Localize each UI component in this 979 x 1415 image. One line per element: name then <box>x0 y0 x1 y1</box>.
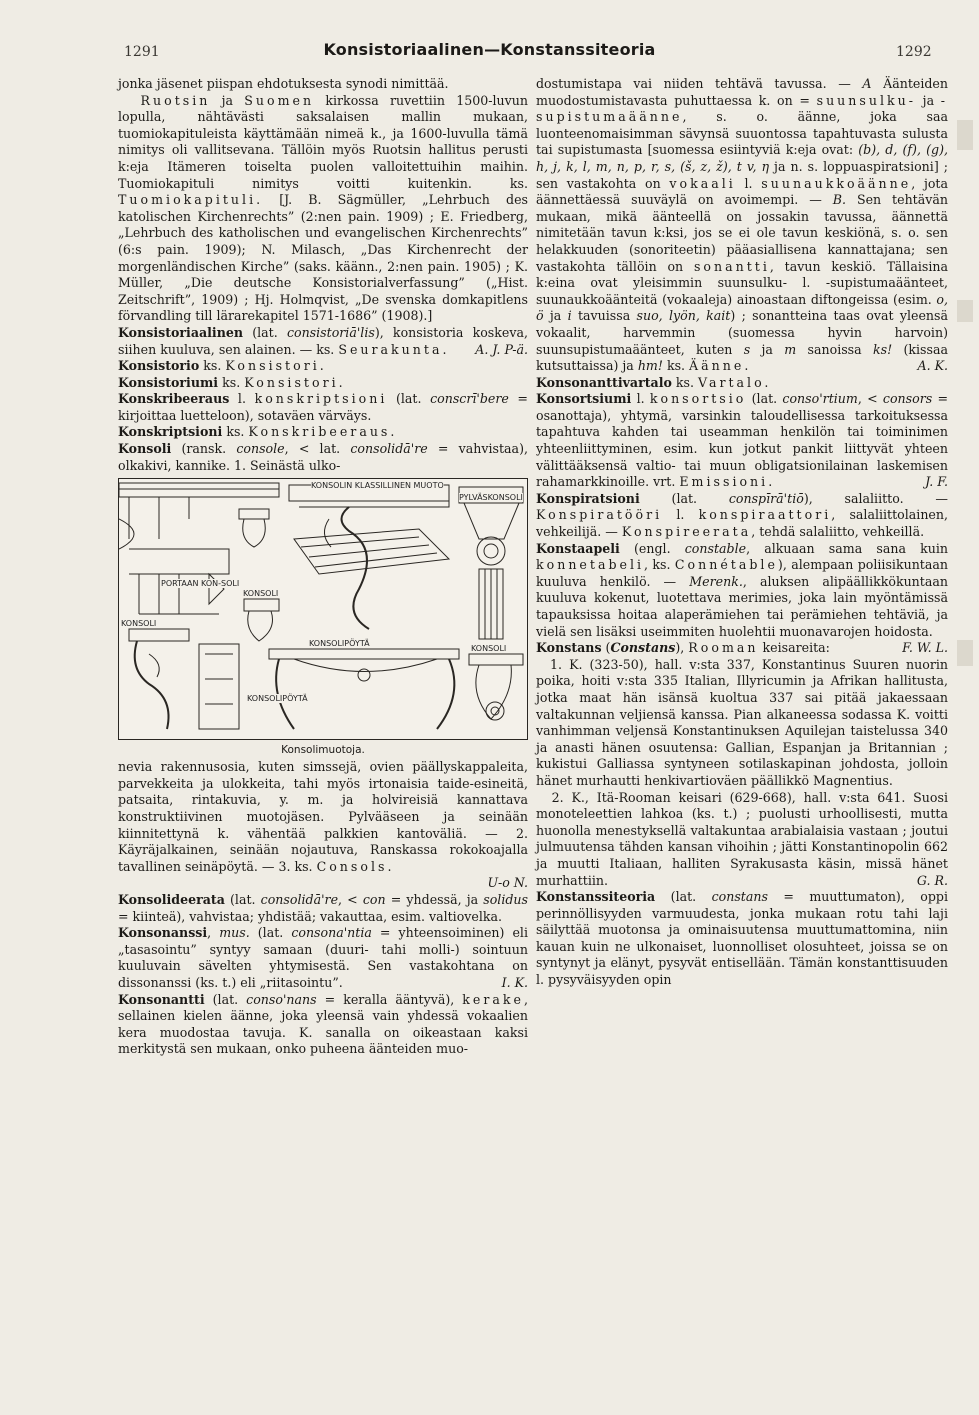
figure-label: KONSOLIN KLASSILLINEN MUOTO <box>311 481 444 491</box>
figure-label: KONSOLIPÖYTÄ <box>309 639 370 649</box>
figure-label: KONSOLI <box>243 589 279 599</box>
page-edge-mark <box>957 640 973 666</box>
page-edge-mark <box>957 300 973 322</box>
entry-konstans-2: 2. K., Itä-Rooman keisari (629-668), hall. v:sta 641. Suosi monoteleettien lahkoa (ks. t.) ; puolusti urhoollisesti, mutta huonolla menestyksellä valtakuntaa arabialaisia vastaan ; joutui julmuutensa tähden kansan vihoihin ; jätti Konstantinopolin 662 ja muutti Italiaan, halliten Syrakusasta käsin, missä hänet murhattiin. G. R. <box>536 789 948 888</box>
signature: U-o N. <box>487 875 528 891</box>
entry-konsonanttivartalo: Konsonanttivartalo ks. Vartalo. <box>536 374 772 390</box>
entry-konskriptsioni: Konskriptsioni ks. Konskribeeraus. <box>118 424 398 440</box>
entry-konstanssiteoria: Konstanssiteoria (lat. constans = muuttumaton), oppi perinnöllisyyden varmuudesta, jonka mukaan rotu tahi laji säilyttää muotonsa ja ominaisuutensa muuttumattomina, niin kauan kuin ne ulkonaiset, luonnolliset olosuhteet, joissa se on syntynyt ja elänyt, pysyvät entisellään. Tämän konstanttisuuden l. pysyväisyyden opin <box>536 889 949 988</box>
entry-konspiratsioni: Konspiratsioni (lat. conspīrā'tiō), salaliitto. — Konspiratööri l. konspiraattori, salaliittolainen, vehkeilijä. — Konspireerata, tehdä salaliitto, vehkeillä. <box>536 490 948 540</box>
entry-konsortsiumi: Konsortsiumi l. konsortsio (lat. conso'rtium, < consors = osanottaja), yhtymä, varsinkin taloudellisessa tarkoituksessa tapahtuva kahden tai useamman henkilön tai toiminimen yhteenliittyminen, esim. kun jotkut pankit liittyvät yhteen välittääksensä valtio- tai muun obligatsionilainan laskemisen rahamarkkinoille. vrt. Emissioni. J. F. <box>536 391 948 490</box>
figure-label: KONSOLI <box>471 644 507 654</box>
entry-konskribeeraus: Konskribeeraus l. konskriptsioni (lat. conscrī'bere = kirjoittaa luetteloon), sotaväen värväys. <box>118 391 528 423</box>
entry-konsolideerata: Konsolideerata (lat. consolidā're, < con = yhdessä, ja solidus = kiinteä), vahvistaa; yhdistää; vakauttaa, esim. valtiovelka. <box>118 892 528 924</box>
left-page-number: 1291 <box>124 44 160 60</box>
entry-konsistoriumi: Konsistoriumi ks. Konsistori. <box>118 374 346 390</box>
left-column <box>118 76 528 1058</box>
entry-konsistoriaalinen: Konsistoriaalinen (lat. consistoriā'lis), konsistoria koskeva, siihen kuuluva, sen alainen. — ks. Seurakunta. A. J. P-ä. <box>118 324 528 357</box>
paragraph: Ruotsin ja Suomen kirkossa ruvettiin 1500-luvun lopulla, nähtävästi saksalaisen mallin mukaan, tuomiokapituleista käyttämään nimeä k., ja 1600-luvulla tämä nimitys oli vallitsevana. Tällöin myös Ruotsin hallitus perusti k:eja Itämeren toiselta puolen valloitettuihin maihin. Tuomiokapituli nimitys voitti kuitenkin. ks. Tuomiokapituli. [J. B. Sägmüller, „Lehrbuch des katolischen Kirchenrechts” (2:nen pain. 1909) ; E. Friedberg, „Lehrbuch des katholischen und evangelischen Kirchenrechts” (6:s pain. 1909); N. Milasch, „Das Kirchenrecht der morgenländischen Kirche” (saks. käänn., 2:nen pain. 1905) ; K. Müller, „Die deutsche Konsistorialverfassung” („Hist. Zeitschrift”, 1909) ; Hj. Holmqvist, „De svenska domkapitlens förvandling till lärarekapitel 1571-1686” (1908).] <box>118 92 528 324</box>
entry-konsistorio: Konsistorio ks. Konsistori. <box>118 358 327 374</box>
running-title: Konsistoriaalinen—Konstanssiteoria <box>323 40 656 59</box>
page-header <box>0 38 979 68</box>
entry-konsoli-continued: nevia rakennusosia, kuten simssejä, ovien päällyskappaleita, parvekkeita ja ulokkeita, tahi myös irtonaisia taide-esineitä, patsaita, rintakuvia, y. m. ja holvireisiä kannattava konstruktiivinen muotojäsen. Pylvääseen ja seinään kiinnitettynä k. vähentää palkkien kantoväliä. — 2. Käyräjalkainen, seinään nojautuva, Ranskassa rokokoajalla tavallinen seinäpöytä. — 3. ks. Consols. <box>118 759 528 874</box>
figure-caption: Konsolimuotoja. <box>281 744 365 757</box>
console-figure <box>118 478 528 756</box>
entry-konsonanssi: Konsonanssi, mus. (lat. consona'ntia = yhteensoiminen) eli „tasasointu” syntyy samaan (duuri- tahi molli-) sointuun kuuluvain sävelten yhtymisestä. Sen vastakohtana on dissonanssi (ks. t.) eli „riitasointu”. I. K. <box>118 925 528 990</box>
right-column <box>536 76 948 989</box>
right-page-number: 1292 <box>896 44 932 60</box>
entry-konstaapeli: Konstaapeli (engl. constable, alkuaan sama sana kuin konnetabeli, ks. Connétable), alempaan poliisikuntaan kuuluva henkilö. — Merenk., aluksen alipäällikkökuntaan kuuluva kokenut, luotettava merimies, joka lain myöntämissä tapauksissa hoitaa alaperämiehen tai perämiehen tehtäviä, ja vielä sen lisäksi useimmiten huolehtii muonavarojen hoidosta. F. W. L. <box>536 540 948 656</box>
entry-konstans-1: 1. K. (323-50), hall. v:sta 337, Konstantinus Suuren nuorin poika, hoiti v:sta 335 Italian, Illyricumin ja Afrikan hallitusta, jotka maat hän isänsä kuoltua 337 sai pitää jakaessaan valtakunnan veljiensä kanssa. Pian alkaneessa sodassa K. voitti vanhimman veljensä Konstantinuksen Aquilejan taistelussa 340 ja anasti hänen osuutensa: Gallian, Espanjan ja Britannian ; kukistui Galliassa syntyneen sotilaskapinan johdosta, jolloin hänet murhautti henkivartioväen päällikkö Magnentius. <box>536 656 948 788</box>
console-drawings-image <box>119 479 527 739</box>
figure-label: PORTAAN KON-SOLI <box>161 579 240 589</box>
paragraph: jonka jäsenet piispan ehdotuksesta synodi nimittää. <box>118 76 449 91</box>
entry-konsoli: Konsoli (ransk. console, < lat. consolidā're = vahvistaa), olkakivi, kannike. 1. Seinästä ulko- <box>118 441 528 473</box>
console-illustration <box>118 478 528 740</box>
figure-label: PYLVÄSKONSOLI <box>459 493 523 503</box>
entry-konsonantti: Konsonantti (lat. conso'nans = keralla ääntyvä), kerake, sellainen kielen äänne, joka yleensä vain yhdessä vokaalien kera muodostaa tavuja. K. sanalla on oikeastaan kaksi merkitystä sen mukaan, onko puheena äänteiden muo- <box>118 991 528 1057</box>
page-edge-mark <box>957 120 973 150</box>
figure-label: KONSOLIPÖYTÄ <box>247 694 308 704</box>
entry-konsonantti-continued: dostumistapa vai niiden tehtävä tavussa. — A Äänteiden muodostumistavasta puhuttaessa k. on = suunsulku- ja -supistumaäänne, s. o. äänne, joka saa luonteenomaisimman sävynsä suuontossa tapahtuvasta sulusta tai supistumasta [suomessa esiintyviä k:eja ovat: (b), d, (f), (g), h, j, k, l, m, n, p, r, s, (š, z, ž), t v, η ja n. s. loppuaspiratsioni] ; sen vastakohta on vokaali l. suunaukkoäänne, jota äännettäessä suuväylä on avoimempi. — B. Sen tehtävän mukaan, mikä äänteellä on jossakin tavussa, äännettä nimitetään tavun k:ksi, jos se ei ole tavun keskiönä, s. o. sen helakkuuden (sonoriteetin) pääasiallisena kannattajana; sen vastakohta tällöin on sonantti, tavun keskiö. Tällaisina k:eina ovat yleisimmin suunsulku- l. -supistumaäänteet, suunaukkoäänteitä (vokaaleja) ainoastaan diftongeissa (esim. o, ö ja i tavuissa suo, lyön, kait) ; sonantteina taas ovat yleensä vokaalit, harvemmin (suomessa hyvin harvoin) suunsupistumaäänteet, kuten s ja m sanoissa ks! (kissaa kutsuttaissa) ja hm! ks. Äänne. A. K. <box>536 76 949 374</box>
entry-konstans: Konstans (Constans), Rooman keisareita: <box>536 640 830 656</box>
figure-label: KONSOLI <box>121 619 157 629</box>
